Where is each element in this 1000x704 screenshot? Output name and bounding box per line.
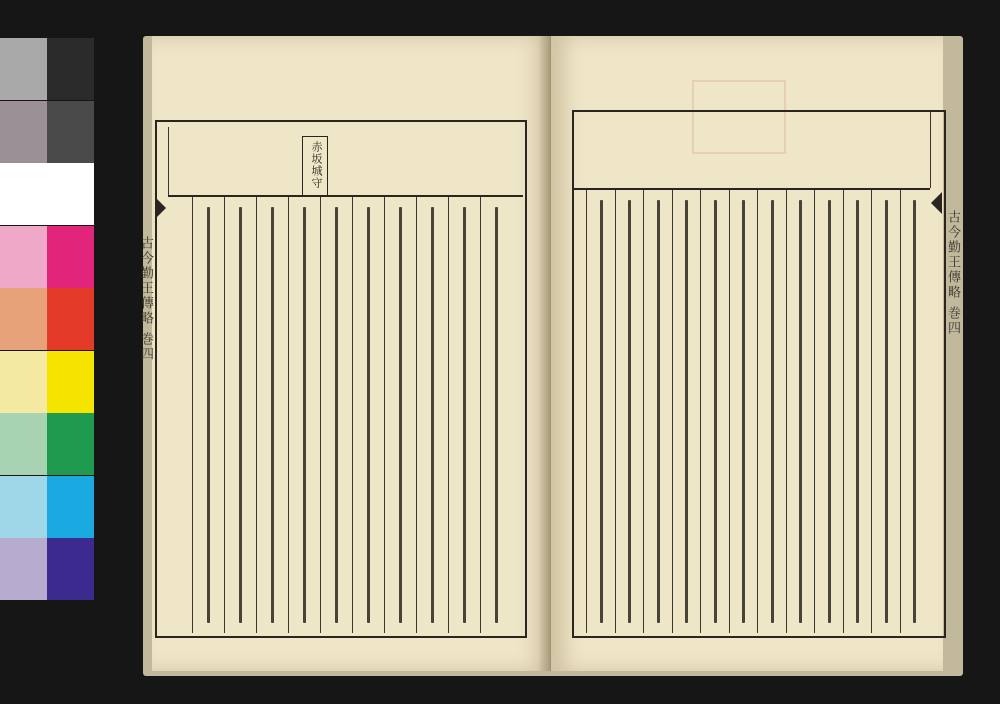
color-swatch xyxy=(47,538,94,600)
right-header-rule xyxy=(574,188,930,190)
color-swatch xyxy=(47,226,94,288)
right-fishtail-mark xyxy=(931,192,942,214)
left-text-column xyxy=(239,207,242,623)
left-text-column xyxy=(399,207,402,623)
right-column-rule xyxy=(643,190,644,633)
left-column-rule xyxy=(320,197,321,633)
left-top-rule xyxy=(168,127,169,195)
color-swatch xyxy=(47,38,94,100)
right-text-column xyxy=(913,200,916,623)
color-swatch xyxy=(0,351,47,413)
left-column-rule xyxy=(192,197,193,633)
right-text-column xyxy=(657,200,660,623)
color-swatch xyxy=(0,476,47,538)
left-column-rule xyxy=(224,197,225,633)
left-text-column xyxy=(367,207,370,623)
color-swatch xyxy=(47,288,94,350)
left-column-rule xyxy=(256,197,257,633)
right-text-column xyxy=(600,200,603,623)
left-fishtail-mark xyxy=(155,197,166,219)
right-column-rule xyxy=(871,190,872,633)
left-column-rule xyxy=(448,197,449,633)
right-text-column xyxy=(828,200,831,623)
color-swatch xyxy=(47,163,94,225)
color-swatch xyxy=(0,101,47,163)
left-header-rule xyxy=(168,195,523,197)
color-calibration-chart xyxy=(0,38,94,601)
color-swatch xyxy=(0,226,47,288)
right-column-rule xyxy=(786,190,787,633)
right-column-rule xyxy=(729,190,730,633)
left-page-edge-title: 古今勤王傳略 巻四 xyxy=(138,236,153,363)
right-text-column xyxy=(628,200,631,623)
right-top-rule xyxy=(930,112,931,188)
right-page-edge-title: 古今勤王傳略 巻四 xyxy=(945,210,960,337)
right-column-rule xyxy=(814,190,815,633)
left-column-rule xyxy=(352,197,353,633)
right-column-rule xyxy=(843,190,844,633)
left-column-rule xyxy=(480,197,481,633)
color-swatch xyxy=(47,476,94,538)
right-text-column xyxy=(771,200,774,623)
right-text-column xyxy=(685,200,688,623)
right-column-rule xyxy=(700,190,701,633)
color-swatch xyxy=(47,351,94,413)
color-swatch xyxy=(0,288,47,350)
right-column-rule xyxy=(672,190,673,633)
color-swatch xyxy=(0,163,47,225)
left-column-rule xyxy=(416,197,417,633)
right-text-column xyxy=(714,200,717,623)
left-text-column xyxy=(463,207,466,623)
right-text-column xyxy=(885,200,888,623)
right-column-rule xyxy=(757,190,758,633)
left-text-column xyxy=(271,207,274,623)
right-text-column xyxy=(856,200,859,623)
color-swatch xyxy=(0,538,47,600)
right-column-rule xyxy=(615,190,616,633)
right-column-rule xyxy=(586,190,587,633)
left-column-header-box xyxy=(302,136,328,196)
color-swatch xyxy=(0,38,47,100)
color-swatch xyxy=(0,413,47,475)
left-column-rule xyxy=(384,197,385,633)
left-text-column xyxy=(335,207,338,623)
color-swatch xyxy=(47,101,94,163)
left-page-frame xyxy=(155,120,527,638)
left-text-column xyxy=(431,207,434,623)
left-column-rule xyxy=(288,197,289,633)
left-text-column xyxy=(303,207,306,623)
right-text-column xyxy=(799,200,802,623)
left-text-column xyxy=(495,207,498,623)
right-column-rule xyxy=(900,190,901,633)
left-text-column xyxy=(207,207,210,623)
color-swatch xyxy=(47,413,94,475)
left-column-header: 赤坂城守 xyxy=(310,141,323,189)
right-text-column xyxy=(742,200,745,623)
